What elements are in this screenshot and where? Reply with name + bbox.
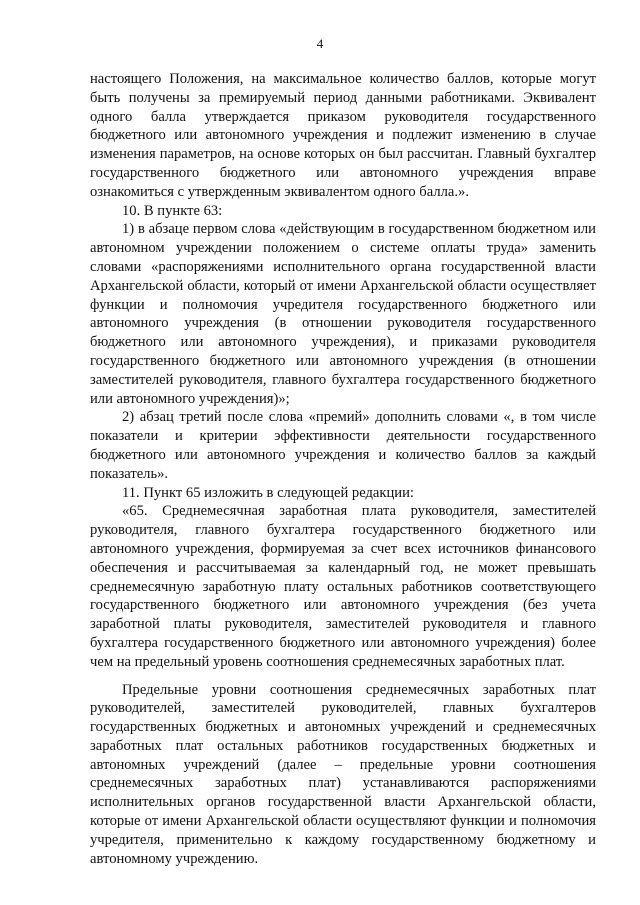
paragraph-continuation: настоящего Положения, на максимальное количество баллов, которые могут быть получены за премируемый период данными работниками. Эквивалент одного балла утверждается приказом руководителя государственного бюджетного или автономного учреждения и подлежит изменению в случае изменения параметров, на основе которых он был рассчитан. Главный бухгалтер государственного бюджетного или автономного учреждения вправе ознакомиться с утвержденным эквивалентом одного балла.». xyxy=(90,71,596,200)
paragraph-point-65: «65. Среднемесячная заработная плата руководителя, заместителей руководителя, главного бухгалтера государственного бюджетного или автономного учреждения, формируемая за счет всех источников финансового обеспечения и рассчитываемая за календарный год, не может превышать среднемесячную заработную плату остальных работников соответствующего государственного бюджетного или автономного учреждения (без учета заработной платы руководителя, заместителей руководителя и главного бухгалтера государственного бюджетного или автономного учреждения) более чем на предельный уровень соотношения среднемесячных заработных плат. xyxy=(90,503,596,670)
paragraph-gap xyxy=(90,672,596,681)
paragraph-salary-ratios: Предельные уровни соотношения среднемесячных заработных плат руководителей, заместителей руководителей, главных бухгалтеров государственных бюджетных и автономных учреждений и среднемесячных заработных плат остальных работников государственных бюджетных и автономных учреждений (далее – предельные уровни соотношения среднемесячных заработных плат) устанавливаются распоряжениями исполнительных органов государственной власти Архангельской области, которые от имени Архангельской области осуществляют функции и полномочия учредителя, применительно к каждому государственному бюджетному и автономному учреждению. xyxy=(90,681,596,867)
paragraph-subitem-1: 1) в абзаце первом слова «действующим в государственном бюджетном или автономном учреждении положением о системе оплаты труда» заменить словами «распоряжениями исполнительного органа государственной власти Архангельской области, который от имени Архангельской области осуществляет функции и полномочия учредителя государственного бюджетного или автономного учреждения (в отношении руководителя государственного бюджетного или автономного учреждения), и приказами руководителя государственного бюджетного или автономного учреждения (в отношении заместителей руководителя, главного бухгалтера государственного бюджетного или автономного учреждения)»; xyxy=(90,221,596,407)
paragraph-item-11: 11. Пункт 65 изложить в следующей редакции: xyxy=(122,484,414,501)
paragraph-item-10: 10. В пункте 63: xyxy=(122,202,223,219)
document-body xyxy=(90,70,596,868)
page-number: 4 xyxy=(316,36,324,51)
paragraph-subitem-2: 2) абзац третий после слова «премий» дополнить словами «, в том числе показатели и критерии эффективности деятельности государственного бюджетного или автономного учреждения и количество баллов за каждый показатель». xyxy=(90,409,596,482)
